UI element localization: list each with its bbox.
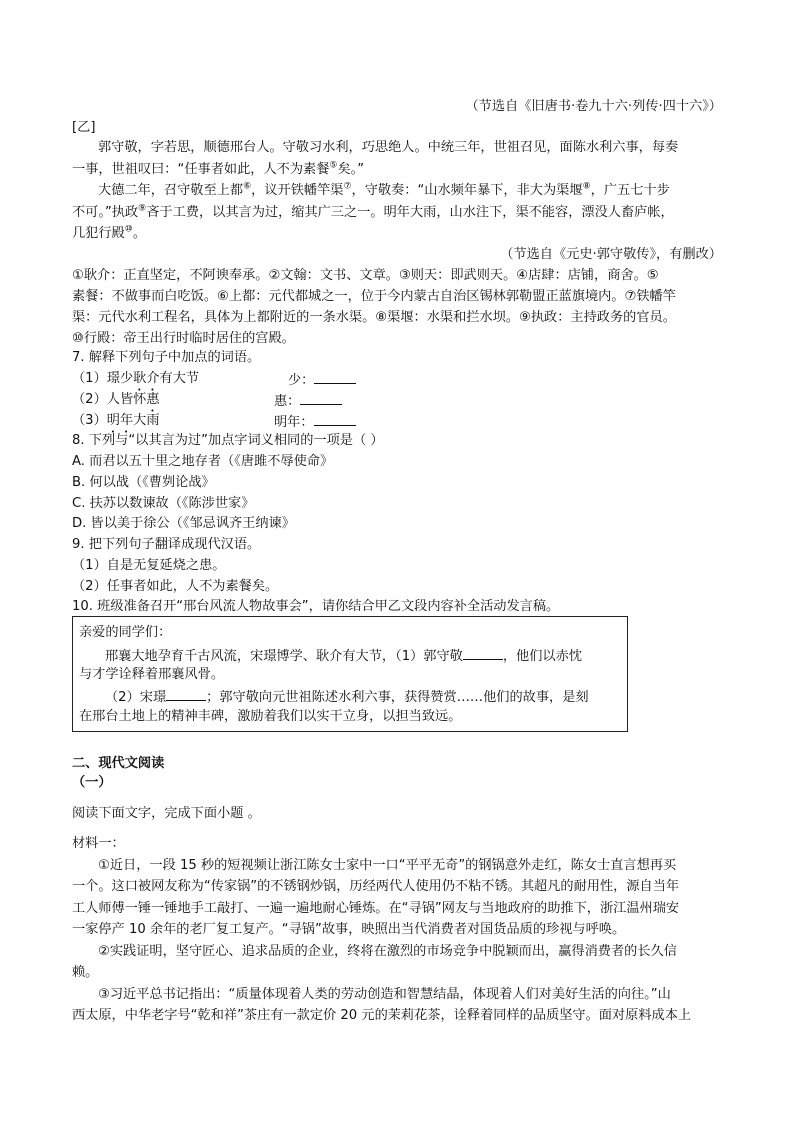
box-line-2 bbox=[105, 645, 582, 667]
text: （2）宋璟 bbox=[105, 690, 167, 705]
notes-line-2: 素餐：不做事而白吃饭。⑥上都：元代都城之一，位于今内蒙古自治区锡林郭勒盟正蓝旗境内。⑦铁幡竿 bbox=[72, 289, 676, 304]
material-paragraph-1-line-3: 工人师傅一锤一锤地手工敲打、一遍一遍地耐心锤炼。在“寻锅”网友与当地政府的助推下，浙江温州瑞安 bbox=[72, 901, 680, 916]
text: 大雨 bbox=[133, 413, 160, 428]
box-line-3: 与才学诠释着邢襄风骨。 bbox=[79, 667, 225, 682]
text: ，广五七十步 bbox=[590, 183, 670, 198]
answer-blank-2[interactable] bbox=[166, 686, 206, 701]
text: 有大节 bbox=[159, 371, 200, 386]
material-paragraph-2-line-1: ②实践证明，坚守匠心、追求品质的企业，终将在激烈的市场竞争中脱颖而出，赢得消费者的长久信 bbox=[98, 944, 677, 959]
text: 一事，世祖叹曰：“任事者如此，人不为素餐 bbox=[72, 162, 330, 177]
answer-label: 明年： bbox=[274, 415, 314, 430]
yi-paragraph-2-line-3 bbox=[72, 224, 146, 244]
box-line-5: 在邢台土地上的精神丰碑，激励着我们以实干立身，以担当致远。 bbox=[79, 709, 462, 724]
footnote-marker: ⑦ bbox=[343, 181, 352, 192]
option-c[interactable]: C. 扶苏以数谏故（《陈涉世家》 bbox=[72, 496, 255, 511]
source-yi: （节选自《元史·郭守敬传》，有删改） bbox=[500, 247, 722, 262]
question-9-item-1: （1）自是无复延烧之患。 bbox=[72, 558, 226, 573]
question-10: 10. 班级准备召开“邢台风流人物故事会”，请你结合甲乙文段内容补全活动发言稿。 bbox=[72, 599, 560, 614]
text: 不可。”执政 bbox=[72, 205, 139, 220]
material-paragraph-3-line-1: ③习近平总书记指出：“质量体现着人类的劳动创造和智慧结晶，体现着人们对美好生活的向往。”山 bbox=[98, 987, 671, 1002]
footnote-marker: ⑥ bbox=[243, 181, 252, 192]
text: ，守敬奏：“山水频年暴下，非大为渠堰 bbox=[351, 183, 583, 198]
question-8: 8. 下列与“以其言为过”加点字词义相同的一项是（ ） bbox=[72, 433, 384, 448]
text: ；郭守敬向元世祖陈述水利六事，获得赞赏……他们的故事，是刻 bbox=[206, 690, 589, 705]
dotted-word: 惠 bbox=[146, 392, 160, 407]
source-jia: （节选自《旧唐书·卷九十六·列传·四十六》） bbox=[465, 99, 722, 114]
notes-line-1: ①耿介：正直坚定，不阿谀奉承。②文翰：文书、文章。③则天：即武则天。④店肆：店铺，商舍。⑤ bbox=[72, 268, 659, 283]
text: 矣。” bbox=[337, 162, 365, 177]
yi-paragraph-1-line-2 bbox=[72, 160, 364, 180]
answer-blank-1[interactable] bbox=[463, 645, 503, 660]
answer-7-2 bbox=[274, 390, 342, 412]
notes-line-3: 渠：元代水利工程名，具体为上都附近的一条水渠。⑧渠堰：水渠和拦水坝。⑨执政：主持政务的官员。 bbox=[72, 310, 676, 325]
answer-7-3 bbox=[274, 411, 356, 433]
text: 。 bbox=[132, 226, 147, 241]
answer-7-1 bbox=[288, 369, 356, 391]
answer-blank[interactable] bbox=[314, 411, 356, 426]
answer-blank[interactable] bbox=[300, 390, 342, 405]
material-paragraph-1-line-4: 一家停产 10 余年的老厂复工复产。“寻锅”故事，映照出当代消费者对国货品质的珍视与呼唤。 bbox=[72, 922, 626, 937]
text: 几犯行殿 bbox=[72, 226, 125, 241]
material-paragraph-1-line-1: ①近日，一段 15 秒的短视频让浙江陈女士家中一口“平平无奇”的钢锅意外走红，陈女士直言想再买 bbox=[98, 858, 677, 873]
option-b[interactable]: B. 何以战（《曹刿论战》 bbox=[72, 475, 215, 490]
footnote-marker: ⑨ bbox=[138, 203, 147, 214]
speech-draft-box bbox=[72, 616, 628, 732]
dotted-word: 耿介 bbox=[133, 371, 160, 386]
yi-label: [乙] bbox=[72, 120, 96, 135]
question-9: 9. 把下列句子翻译成现代汉语。 bbox=[72, 537, 261, 552]
text: （2）人皆怀 bbox=[72, 392, 147, 407]
material-1-label: 材料一： bbox=[72, 836, 125, 851]
notes-line-4: ⑩行殿：帝王出行时临时居住的宫殿。 bbox=[72, 331, 295, 346]
yi-paragraph-1-line-1: 郭守敬，字若思，顺德邢台人。守敬习水利，巧思绝人。中统三年，世祖召见，面陈水利六事，每奏 bbox=[98, 140, 679, 155]
yi-paragraph-2-line-1 bbox=[72, 181, 670, 201]
answer-blank[interactable] bbox=[314, 369, 356, 384]
footnote-marker: ⑤ bbox=[329, 160, 338, 171]
footnote-marker: ⑧ bbox=[582, 181, 591, 192]
subsection-heading: （一） bbox=[72, 775, 112, 790]
material-paragraph-3-line-2: 西太原，中华老字号“乾和祥”茶庄有一款定价 20 元的茉莉花茶，诠释着同样的品质坚守。面对原料成本上 bbox=[72, 1008, 692, 1023]
text: 吝于工费，以其言为过，缩其广三之一。明年大雨，山水注下，渠不能容，漂没人畜庐帐， bbox=[146, 205, 674, 220]
answer-label: 少： bbox=[288, 373, 315, 388]
answer-label: 惠： bbox=[274, 394, 301, 409]
question-7: 7. 解释下列句子中加点的词语。 bbox=[72, 350, 261, 365]
dotted-word: 明年 bbox=[106, 413, 134, 428]
material-paragraph-1-line-2: 一个。这口被网友称为“传家锅”的不锈钢炒锅，历经两代人使用仍不粘不锈。其超凡的耐用性，源自当年 bbox=[72, 879, 680, 894]
material-paragraph-2-line-2: 赖。 bbox=[72, 965, 99, 980]
reading-instruction: 阅读下面文字，完成下面小题 。 bbox=[72, 806, 261, 821]
option-a[interactable]: A. 而君以五十里之地存者（《唐雎不辱使命》 bbox=[72, 454, 334, 469]
text: （1）璟少 bbox=[72, 371, 134, 386]
text: 邢襄大地孕育千古风流，宋璟博学、耿介有大节，（1）郭守敬 bbox=[105, 649, 463, 664]
question-9-item-2: （2）任事者如此，人不为素餐矣。 bbox=[72, 579, 279, 594]
text: ，议开铁幡竿渠 bbox=[251, 183, 344, 198]
section-heading: 二、现代文阅读 bbox=[72, 756, 165, 771]
text: ，他们以赤忱 bbox=[502, 649, 582, 664]
box-greeting: 亲爱的同学们： bbox=[79, 625, 172, 640]
footnote-marker: ⑩ bbox=[124, 224, 133, 235]
option-d[interactable]: D. 皆以美于徐公（《邹忌讽齐王纳谏》 bbox=[72, 516, 295, 531]
box-line-4 bbox=[105, 686, 589, 708]
text: 大德二年，召守敬至上都 bbox=[98, 183, 244, 198]
yi-paragraph-2-line-2 bbox=[72, 203, 674, 223]
text: （3） bbox=[72, 413, 107, 428]
